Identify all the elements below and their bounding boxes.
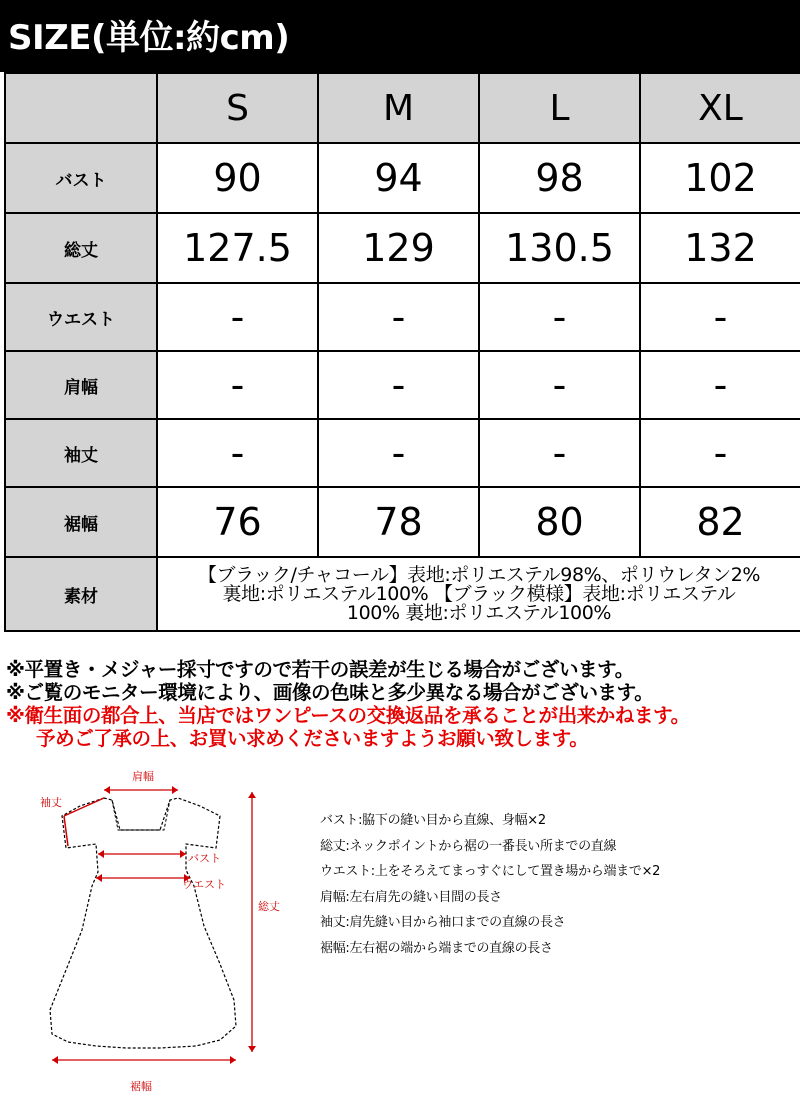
table-row-waist xyxy=(5,283,800,351)
table-row-hem xyxy=(5,487,800,557)
size-head-m: M xyxy=(318,73,479,143)
table-cell: 78 xyxy=(318,487,479,557)
row-label-length: 総丈 xyxy=(5,213,157,283)
table-cell: - xyxy=(157,351,318,419)
table-cell: - xyxy=(479,283,640,351)
table-cell: 94 xyxy=(318,143,479,213)
note-monitor: ※ご覧のモニター環境により、画像の色味と多少異なる場合がございます。 xyxy=(6,681,654,704)
row-label-bust: バスト xyxy=(5,143,157,213)
table-cell: - xyxy=(479,419,640,487)
size-chart-title: SIZE(単位:約cm) xyxy=(8,18,290,58)
table-cell: 102 xyxy=(640,143,800,213)
corner-cell xyxy=(5,73,157,143)
table-cell: 90 xyxy=(157,143,318,213)
table-cell: - xyxy=(318,283,479,351)
definition-hem: 裾幅:左右裾の端から端までの直線の長さ xyxy=(320,940,553,956)
table-cell: - xyxy=(157,419,318,487)
table-cell: - xyxy=(640,351,800,419)
measurement-definitions xyxy=(320,808,790,962)
table-cell: - xyxy=(640,419,800,487)
definition-sleeve: 袖丈:肩先縫い目から袖口までの直線の長さ xyxy=(320,915,566,931)
note-measurement: ※平置き・メジャー採寸ですので若干の誤差が生じる場合がございます。 xyxy=(6,658,634,681)
size-table xyxy=(4,72,800,632)
dress-illustration xyxy=(0,760,320,1106)
table-cell: 129 xyxy=(318,213,479,283)
note-no-returns: ※衛生面の都合上、当店ではワンピースの交換返品を承ることが出来かねます。 xyxy=(6,704,690,727)
material-line: 裏地:ポリエステル100% 【ブラック模様】表地:ポリエステル xyxy=(222,582,736,605)
table-cell: 132 xyxy=(640,213,800,283)
material-line: 【ブラック/チャコール】表地:ポリエステル98%、ポリウレタン2% xyxy=(197,563,761,586)
table-cell: 98 xyxy=(479,143,640,213)
definition-shoulder: 肩幅:左右肩先の縫い目間の長さ xyxy=(320,889,502,905)
diagram-label-shoulder: 肩幅 xyxy=(132,770,154,783)
table-cell: - xyxy=(157,283,318,351)
table-cell: - xyxy=(318,351,479,419)
definition-length: 総丈:ネックポイントから裾の一番長い所までの直線 xyxy=(320,838,617,854)
measurement-diagram xyxy=(0,760,320,1106)
table-cell: 82 xyxy=(640,487,800,557)
diagram-label-hem: 裾幅 xyxy=(130,1080,152,1093)
diagram-label-waist: ウエスト xyxy=(182,878,226,891)
definition-waist: ウエスト:上をそろえてまっすぐにして置き場から端まで×2 xyxy=(320,864,661,880)
table-cell: 80 xyxy=(479,487,640,557)
table-cell: 127.5 xyxy=(157,213,318,283)
size-head-xl: XL xyxy=(640,73,800,143)
row-label-waist: ウエスト xyxy=(5,283,157,351)
table-row-length xyxy=(5,213,800,283)
table-row-shoulder xyxy=(5,351,800,419)
material-description xyxy=(157,557,800,631)
row-label-hem: 裾幅 xyxy=(5,487,157,557)
diagram-label-length: 総丈 xyxy=(258,900,280,913)
table-cell: - xyxy=(318,419,479,487)
table-row-material xyxy=(5,557,800,631)
size-chart-header xyxy=(0,0,800,72)
table-row-sleeve xyxy=(5,419,800,487)
size-head-l: L xyxy=(479,73,640,143)
table-cell: - xyxy=(640,283,800,351)
row-label-shoulder: 肩幅 xyxy=(5,351,157,419)
note-acknowledge: 予めご了承の上、お買い求めくださいますようお願い致します。 xyxy=(36,727,589,750)
diagram-label-bust: バスト xyxy=(188,852,221,865)
size-head-s: S xyxy=(157,73,318,143)
material-line: 100% 裏地:ポリエステル100% xyxy=(346,601,612,624)
diagram-label-sleeve: 袖丈 xyxy=(40,796,62,809)
row-label-sleeve: 袖丈 xyxy=(5,419,157,487)
table-cell: 76 xyxy=(157,487,318,557)
notes-section xyxy=(6,658,798,750)
row-label-material: 素材 xyxy=(5,557,157,631)
table-row-bust xyxy=(5,143,800,213)
definition-bust: バスト:脇下の縫い目から直線、身幅×2 xyxy=(320,813,546,828)
table-cell: - xyxy=(479,351,640,419)
size-header-row xyxy=(5,73,800,143)
table-cell: 130.5 xyxy=(479,213,640,283)
